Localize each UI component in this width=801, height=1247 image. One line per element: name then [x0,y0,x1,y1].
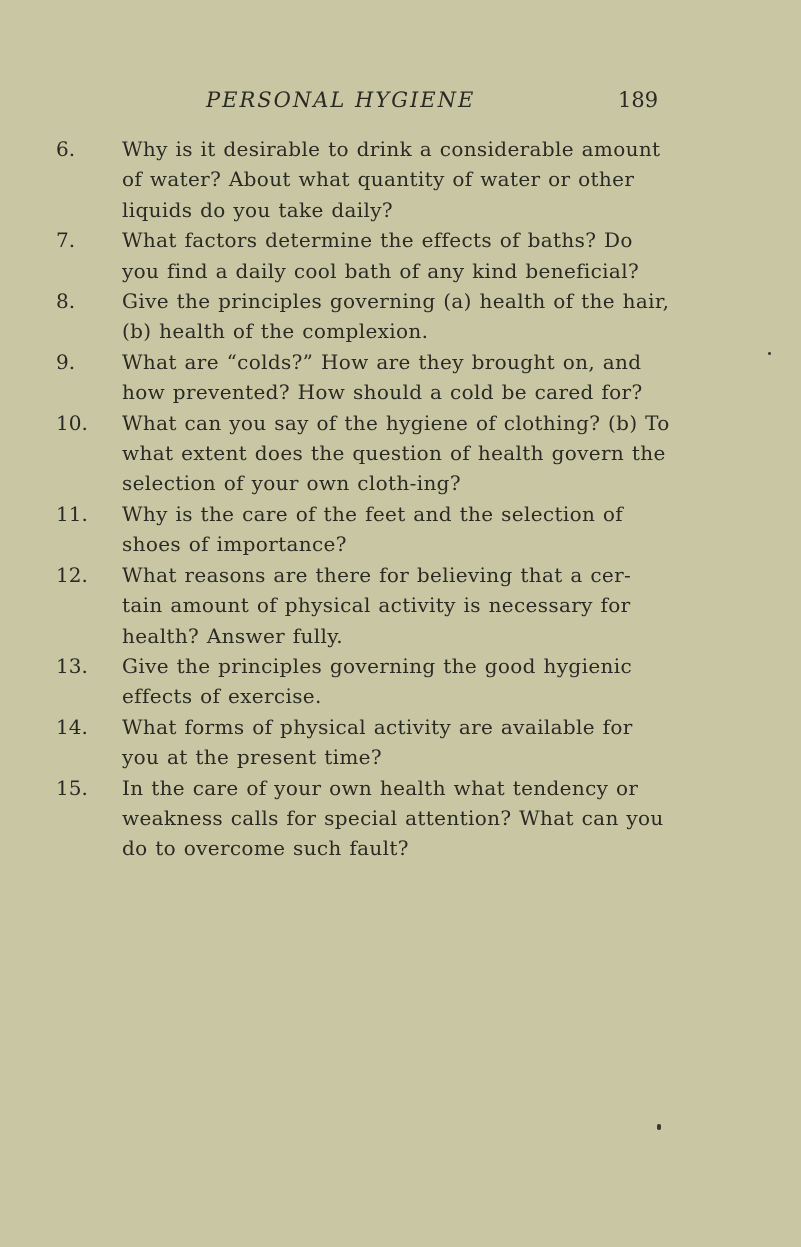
running-head: PERSONAL HYGIENE [206,88,476,112]
question-number: 15. [56,775,88,800]
question-number: 14. [56,714,88,739]
question-item [0,651,801,712]
question-text: What factors determine the effects of baths? Do you find a daily cool bath of any kind beneficial? [122,228,640,283]
page-header [0,88,801,122]
question-text: What can you say of the hygiene of clothing? (b) To what extent does the question of health govern the selection of your own cloth-ing? [122,410,670,496]
question-item [0,225,801,286]
question-number: 8. [56,289,76,314]
question-text: Why is it desirable to drink a considerable amount of water? About what quantity of water or other liquids do you take daily? [122,137,661,222]
question-text: Give the principles governing the good hygienic effects of exercise. [122,653,633,709]
question-number: 12. [56,562,88,587]
question-text: What are “colds?” How are they brought on, and how prevented? How should a cold be cared for? [122,349,643,405]
page-number: 189 [618,88,659,112]
question-item [0,408,801,499]
question-number: 10. [56,410,88,435]
question-number: 9. [56,349,76,374]
question-text: Why is the care of the feet and the selection of shoes of importance? [122,501,624,557]
question-number: 7. [56,228,76,253]
question-number: 13. [56,653,88,678]
question-text: Give the principles governing (a) health of the hair, (b) health of the complexion. [122,289,670,344]
question-number: 6. [56,137,76,161]
question-text: What forms of physical activity are available for you at the present time? [122,714,633,770]
question-item [0,499,801,560]
question-list [0,134,801,864]
question-item [0,712,801,773]
question-text: What reasons are there for believing that a cer-tain amount of physical activity is necessary for health? Answer fully. [122,562,632,648]
question-item [0,773,801,864]
print-speck [657,1124,661,1130]
print-speck [768,352,771,355]
question-item [0,286,801,347]
question-item [0,134,801,225]
question-number: 11. [56,501,88,526]
question-item [0,560,801,651]
question-item [0,347,801,408]
question-text: In the care of your own health what tendency or weakness calls for special attention? What can you do to overcome such fault? [122,775,664,861]
